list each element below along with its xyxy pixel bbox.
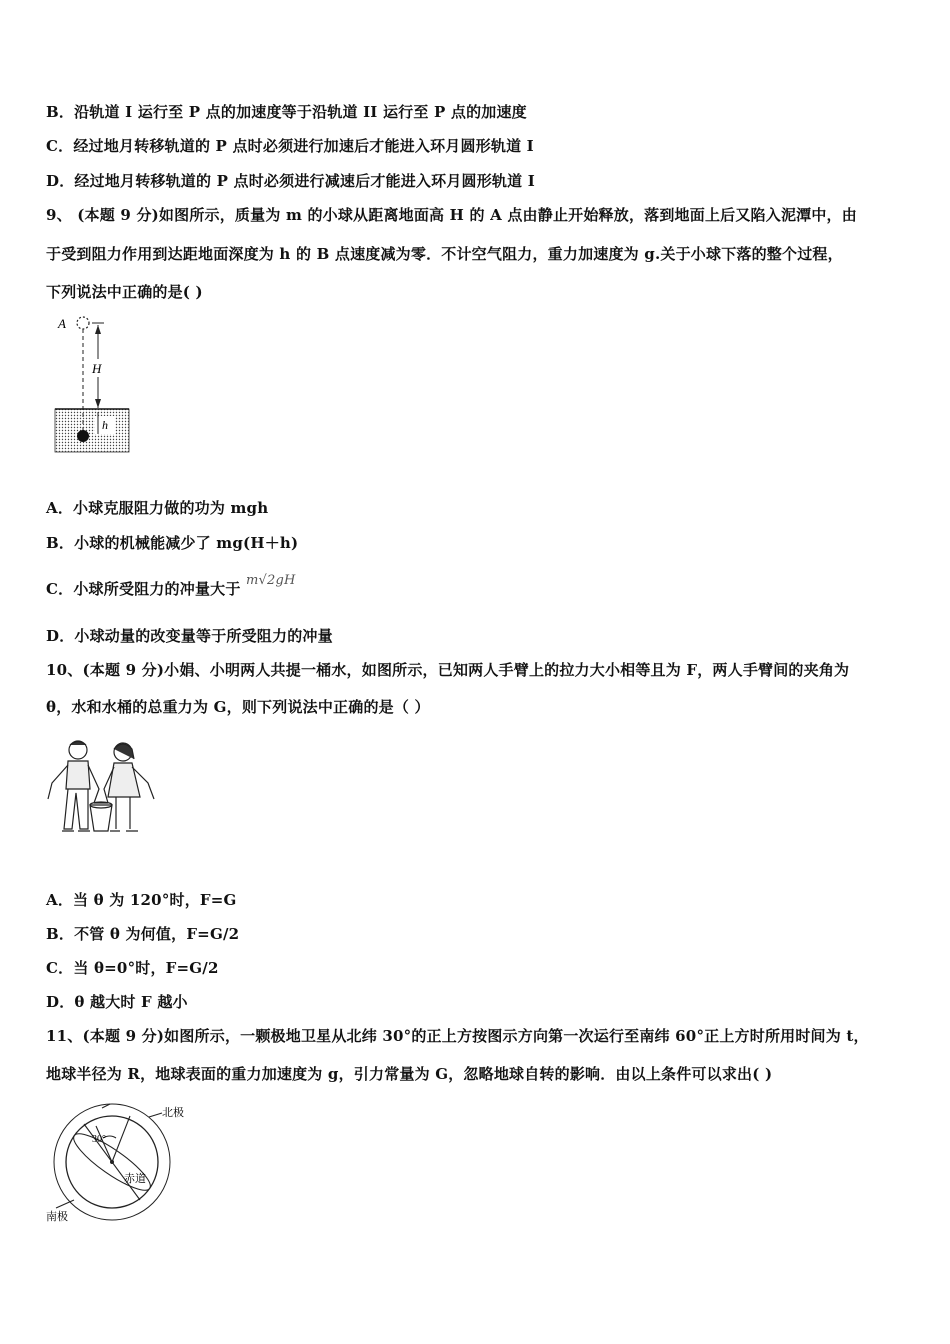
q9-ball-end bbox=[77, 430, 89, 442]
q11-stem-line-1: 11、(本题 9 分)如图所示，一颗极地卫星从北纬 30°的正上方按图示方向第一次运行至南纬 60°正上方时所用时间为 t， bbox=[46, 1027, 869, 1045]
q9-fig-label-h-big: H bbox=[92, 361, 102, 376]
q9-fig-label-h-small: h bbox=[102, 418, 108, 432]
q9-option-a: A．小球克服阻力做的功为 mgh bbox=[46, 499, 269, 517]
q10-option-b: B．不管 θ 为何值，F=G/2 bbox=[46, 925, 240, 943]
q11-fig-label-equator: 赤道 bbox=[124, 1173, 146, 1185]
q9-option-c bbox=[46, 573, 296, 599]
q9-ball-start bbox=[77, 317, 89, 329]
q9-option-b: B．小球的机械能减少了 mg(H＋h) bbox=[46, 534, 299, 552]
q11-figure-polar-satellite bbox=[44, 1096, 196, 1224]
q10-option-a: A．当 θ 为 120°时，F=G bbox=[46, 891, 237, 909]
q8-option-c: C．经过地月转移轨道的 P 点时必须进行加速后才能进入环月圆形轨道 I bbox=[46, 137, 534, 155]
q10-stem-line-2: θ，水和水桶的总重力为 G，则下列说法中正确的是（ ） bbox=[46, 698, 430, 716]
q9-fig-label-a: A bbox=[58, 316, 66, 331]
q8-option-d: D．经过地月转移轨道的 P 点时必须进行减速后才能进入环月圆形轨道 I bbox=[46, 172, 535, 190]
q9-stem-line-1: 9、 (本题 9 分)如图所示，质量为 m 的小球从距离地面高 H 的 A 点由静止开始释放，落到地面上后又陷入泥潭中，由 bbox=[46, 206, 857, 224]
q9-option-c-formula: m√2gH bbox=[245, 573, 296, 588]
q9-stem-line-2: 于受到阻力作用到达距地面深度为 h 的 B 点速度减为零．不计空气阻力，重力加速度为 g.关于小球下落的整个过程， bbox=[46, 245, 843, 263]
q11-fig-label-north-pole: 北极 bbox=[162, 1107, 184, 1119]
q9-figure-ball-mud bbox=[52, 312, 134, 457]
q9-option-d: D．小球动量的改变量等于所受阻力的冲量 bbox=[46, 627, 333, 645]
q9-stem-line-3: 下列说法中正确的是( ) bbox=[46, 283, 203, 301]
q11-fig-label-south-pole: 南极 bbox=[46, 1211, 68, 1223]
q10-option-d: D．θ 越大时 F 越小 bbox=[46, 993, 188, 1011]
q10-figure-two-kids-bucket bbox=[44, 737, 158, 841]
q9-mud-ground bbox=[55, 409, 129, 452]
q10-option-c: C．当 θ=0°时，F=G/2 bbox=[46, 959, 219, 977]
q11-fig-label-angle: 30° bbox=[92, 1134, 106, 1145]
q10-stem-line-1: 10、(本题 9 分)小娟、小明两人共提一桶水，如图所示，已知两人手臂上的拉力大小相等且为 F，两人手臂间的夹角为 bbox=[46, 661, 850, 679]
q9-option-c-text: C．小球所受阻力的冲量大于 bbox=[46, 580, 241, 598]
q11-stem-line-2: 地球半径为 R，地球表面的重力加速度为 g，引力常量为 G，忽略地球自转的影响．由以上条件可以求出( ) bbox=[46, 1065, 773, 1083]
q8-option-b: B．沿轨道 I 运行至 P 点的加速度等于沿轨道 II 运行至 P 点的加速度 bbox=[46, 103, 527, 121]
